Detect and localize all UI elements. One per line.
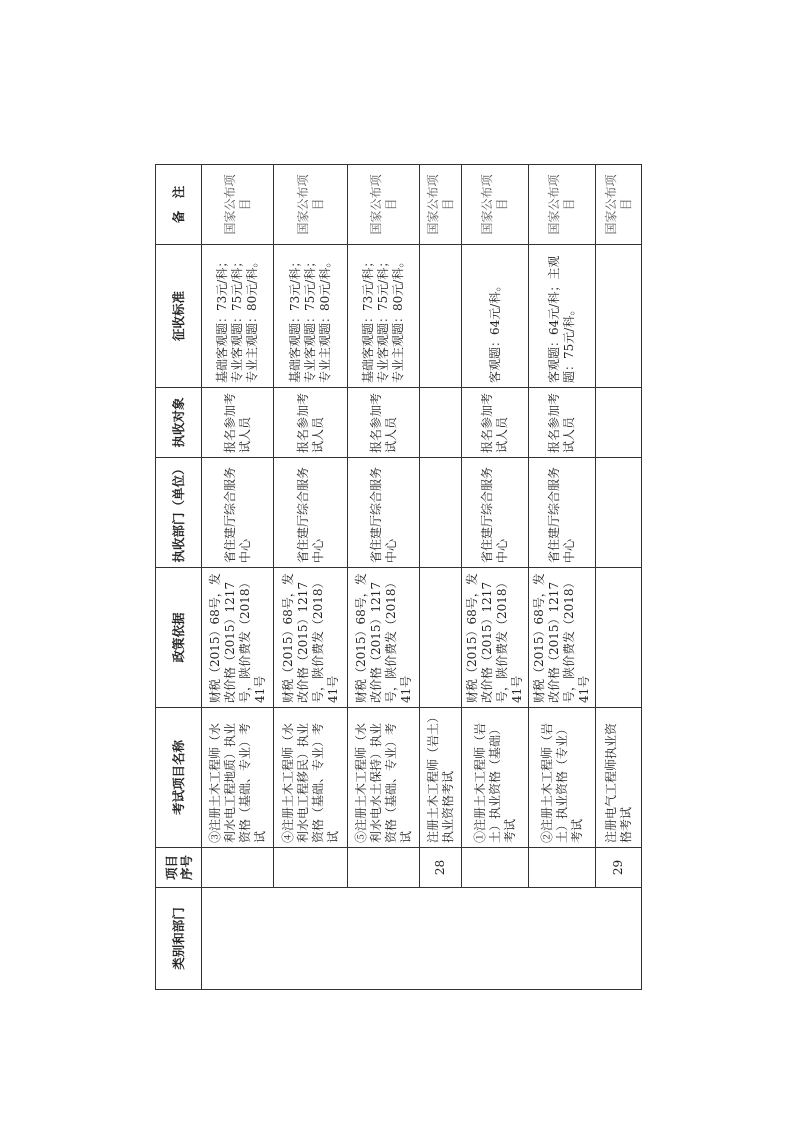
fee-cell bbox=[420, 245, 462, 388]
header-dept: 执收部门（单位） bbox=[156, 458, 202, 568]
name-cell: ②注册土木工程师（岩土）执业资格（专业）考试 bbox=[529, 708, 596, 848]
policy-cell: 财税（2015）68号，发改价格（2015）1217号，陕价费发（2018）41号 bbox=[529, 568, 596, 708]
note-cell: 国家公布项目 bbox=[462, 165, 529, 245]
fee-cell: 客观题：64元/科；主观题：75元/科。 bbox=[529, 245, 596, 388]
note-cell: 国家公布项目 bbox=[529, 165, 596, 245]
dept-cell bbox=[420, 458, 462, 568]
seq-cell bbox=[202, 848, 274, 888]
table-row bbox=[274, 165, 348, 990]
fee-cell: 基础客观题：73元/科；专业客观题：75元/科；专业主观题：80元/科。 bbox=[202, 245, 274, 388]
note-cell: 国家公布项目 bbox=[202, 165, 274, 245]
policy-cell bbox=[596, 568, 642, 708]
header-seq: 项目序号 bbox=[156, 848, 202, 888]
table-row bbox=[462, 165, 529, 990]
dept-cell: 省住建厅综合服务中心 bbox=[348, 458, 420, 568]
header-policy: 政策依据 bbox=[156, 568, 202, 708]
header-name: 考试项目名称 bbox=[156, 708, 202, 848]
header-target: 执收对象 bbox=[156, 388, 202, 458]
seq-cell bbox=[348, 848, 420, 888]
name-cell: 注册土木工程师（岩土）执业资格考试 bbox=[420, 708, 462, 848]
policy-cell: 财税（2015）68号，发改价格（2015）1217号，陕价费发（2018）41号 bbox=[462, 568, 529, 708]
category-cell bbox=[202, 888, 642, 990]
target-cell: 报名参加考试人员 bbox=[348, 388, 420, 458]
policy-cell: 财税（2015）68号，发改价格（2015）1217号，陕价费发（2018）41号 bbox=[202, 568, 274, 708]
header-fee: 征收标准 bbox=[156, 245, 202, 388]
note-cell: 国家公布项目 bbox=[596, 165, 642, 245]
target-cell: 报名参加考试人员 bbox=[462, 388, 529, 458]
note-cell: 国家公布项目 bbox=[348, 165, 420, 245]
seq-cell bbox=[462, 848, 529, 888]
target-cell bbox=[596, 388, 642, 458]
table-row bbox=[420, 165, 462, 990]
note-cell: 国家公布项目 bbox=[420, 165, 462, 245]
name-cell: ⑤注册土木工程师（水利水电水土保持）执业资格（基础、专业）考试 bbox=[348, 708, 420, 848]
header-category: 类别和部门 bbox=[156, 888, 202, 990]
dept-cell: 省住建厅综合服务中心 bbox=[274, 458, 348, 568]
name-cell: ①注册土木工程师（岩土）执业资格（基础）考试 bbox=[462, 708, 529, 848]
table-row bbox=[348, 165, 420, 990]
fee-cell: 基础客观题：73元/科；专业客观题：75元/科；专业主观题：80元/科。 bbox=[348, 245, 420, 388]
target-cell: 报名参加考试人员 bbox=[274, 388, 348, 458]
target-cell: 报名参加考试人员 bbox=[529, 388, 596, 458]
fee-table bbox=[155, 164, 642, 990]
target-cell bbox=[420, 388, 462, 458]
table-row bbox=[596, 165, 642, 990]
dept-cell bbox=[596, 458, 642, 568]
policy-cell: 财税（2015）68号，发改价格（2015）1217号，陕价费发（2018）41号 bbox=[348, 568, 420, 708]
name-cell: ③注册土木工程师（水利水电工程地质）执业资格（基础、专业）考试 bbox=[202, 708, 274, 848]
fee-cell: 基础客观题：73元/科；专业客观题：75元/科；专业主观题：80元/科。 bbox=[274, 245, 348, 388]
fee-cell: 客观题：64元/科。 bbox=[462, 245, 529, 388]
target-cell: 报名参加考试人员 bbox=[202, 388, 274, 458]
seq-cell bbox=[274, 848, 348, 888]
seq-cell bbox=[529, 848, 596, 888]
dept-cell: 省住建厅综合服务中心 bbox=[462, 458, 529, 568]
dept-cell: 省住建厅综合服务中心 bbox=[529, 458, 596, 568]
policy-cell: 财税（2015）68号，发改价格（2015）1217号，陕价费发（2018）41号 bbox=[274, 568, 348, 708]
note-cell: 国家公布项目 bbox=[274, 165, 348, 245]
table-header-row bbox=[156, 165, 202, 990]
fee-cell bbox=[596, 245, 642, 388]
name-cell: ④注册土木工程师（水利水电工程移民）执业资格（基础、专业）考试 bbox=[274, 708, 348, 848]
rotated-table-container bbox=[155, 165, 633, 990]
seq-cell: 28 bbox=[420, 848, 462, 888]
policy-cell bbox=[420, 568, 462, 708]
name-cell: 注册电气工程师执业资格考试 bbox=[596, 708, 642, 848]
table-row bbox=[529, 165, 596, 990]
header-note: 备 注 bbox=[156, 165, 202, 245]
table-row bbox=[202, 165, 274, 990]
seq-cell: 29 bbox=[596, 848, 642, 888]
dept-cell: 省住建厅综合服务中心 bbox=[202, 458, 274, 568]
